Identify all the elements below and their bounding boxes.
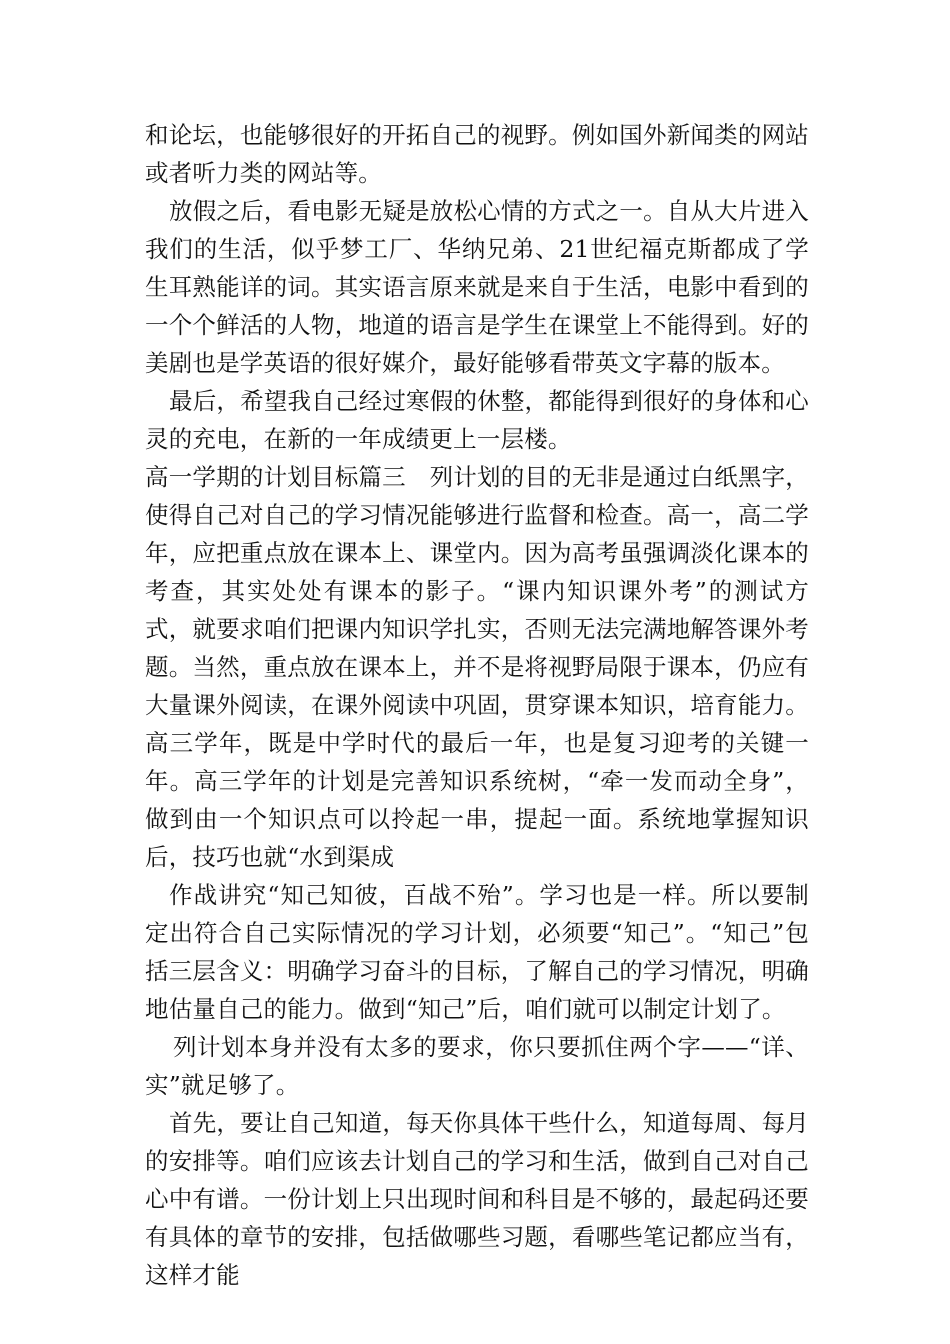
paragraph-plan-goals-part-three: 高一学期的计划目标篇三 列计划的目的无非是通过白纸黑字，使得自己对自己的学习情况能够进行监督和检查。高一，高二学年，应把重点放在课本上、课堂内。因为高考虽强调淡化课本的考查，其实处处有课本的影子。“课内知识课外考”的测试方式，就要求咱们把课内知识学扎实，否则无法完满地解答课外考题。当然，重点放在课本上，并不是将视野局限于课本，仍应有大量课外阅读，在课外阅读中巩固，贯穿课本知识，培育能力。高三学年，既是中学时代的最后一年，也是复习迎考的关键一年。高三学年的计划是完善知识系统树，“牵一发而动全身”，做到由一个知识点可以拎起一串，提起一面。系统地掌握知识后，技巧也就“水到渠成: [145, 463, 809, 871]
paragraph-closing-wish: 最后，希望我自己经过寒假的休整，都能得到很好的身体和心灵的充电，在新的一年成绩更上一层楼。: [145, 387, 809, 453]
paragraph-movies: 放假之后，看电影无疑是放松心情的方式之一。自从大片进入我们的生活，似乎梦工厂、华纳兄弟、21世纪福克斯都成了学生耳熟能详的词。其实语言原来就是来自于生活，电影中看到的一个个鲜活的人物，地道的语言是学生在课堂上不能得到。好的美剧也是学英语的很好媒介，最好能够看带英文字幕的版本。: [145, 197, 809, 377]
paragraph-know-yourself: 作战讲究“知己知彼，百战不殆”。学习也是一样。所以要制定出符合自己实际情况的学习计划，必须要“知己”。“知己”包括三层含义：明确学习奋斗的目标，了解自己的学习情况，明确地估量自己的能力。做到“知己”后，咱们就可以制定计划了。: [145, 881, 809, 1023]
paragraph-first-step: 首先，要让自己知道，每天你具体干些什么，知道每周、每月的安排等。咱们应该去计划自己的学习和生活，做到自己对自己心中有谱。一份计划上只出现时间和科目是不够的，最起码还要有具体的章节的安排，包括做哪些习题，看哪些笔记都应当有，这样才能: [145, 1109, 809, 1289]
paragraph-websites: 和论坛，也能够很好的开拓自己的视野。例如国外新闻类的网站或者听力类的网站等。: [145, 121, 809, 187]
paragraph-detailed-practical: 列计划本身并没有太多的要求，你只要抓住两个字——“详、实”就足够了。: [145, 1033, 809, 1099]
document-page: [145, 116, 809, 1294]
